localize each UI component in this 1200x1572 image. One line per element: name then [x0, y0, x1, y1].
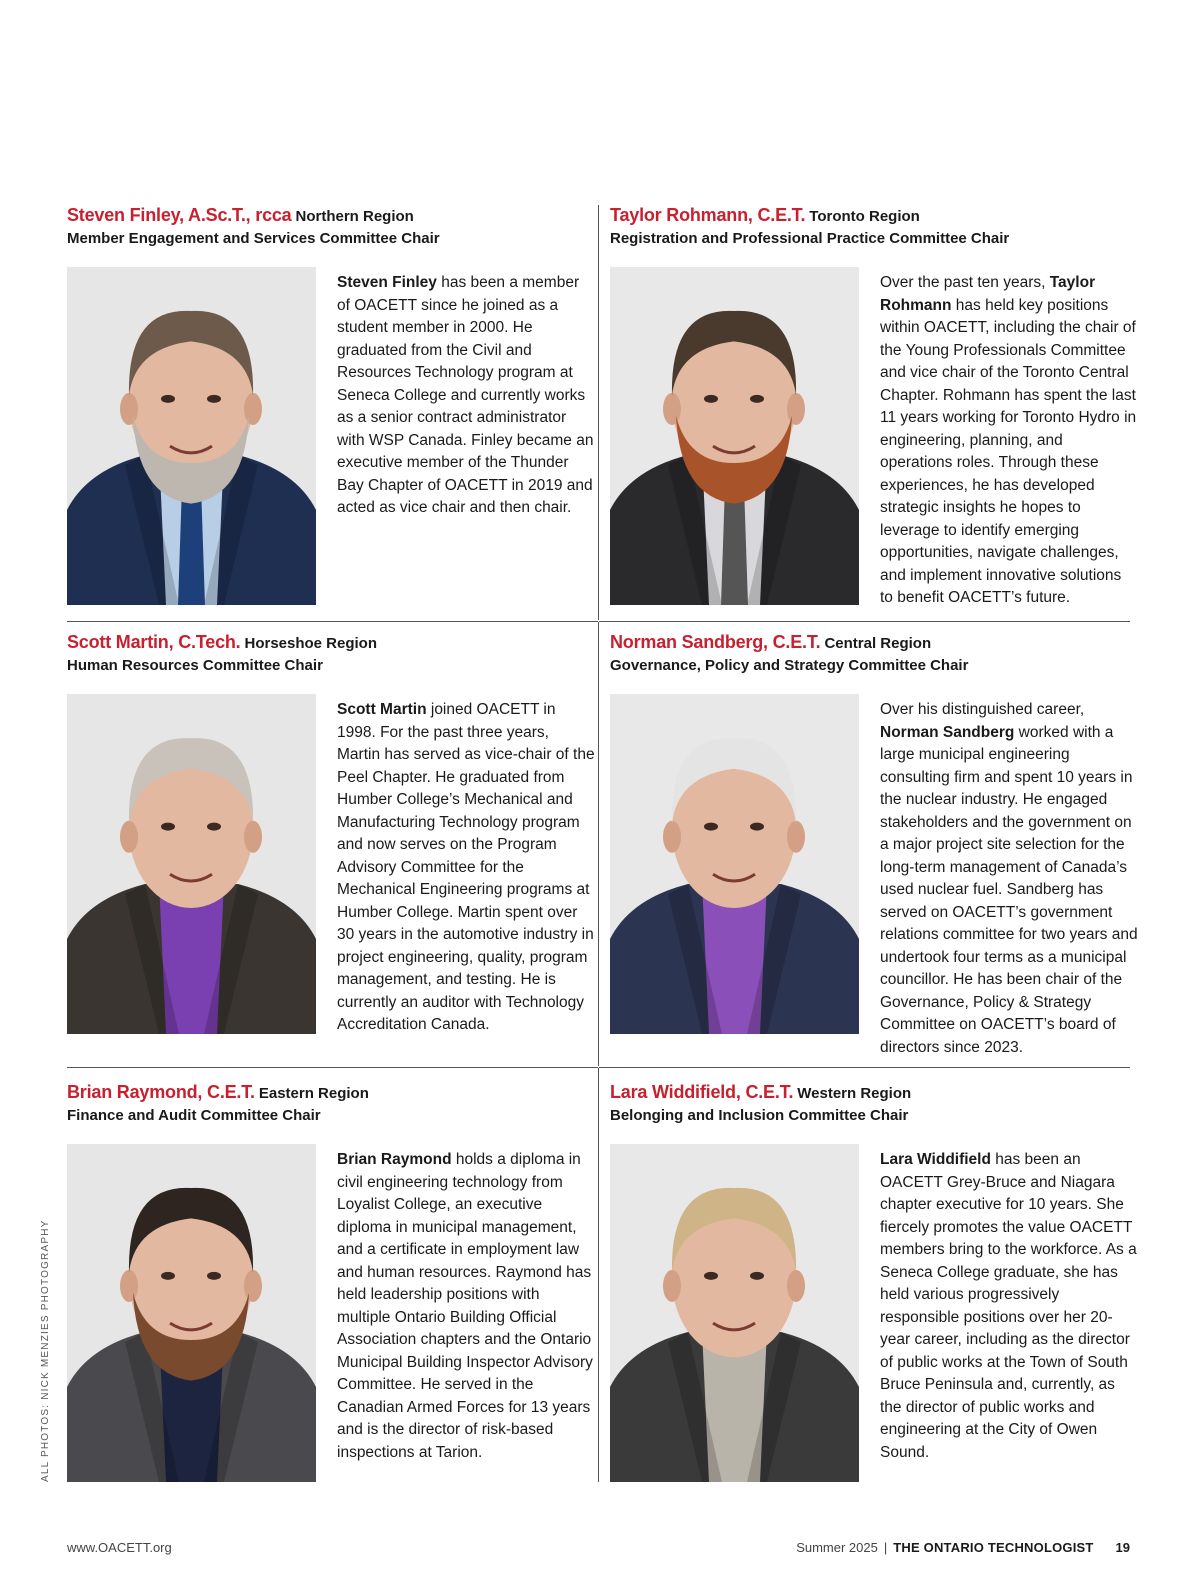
member-heading — [610, 1080, 1130, 1104]
bio-name: Scott Martin — [337, 701, 427, 718]
bio-intro: Over the past ten years, — [880, 274, 1050, 291]
member-region: Western Region — [797, 1085, 912, 1102]
ear-left — [120, 393, 138, 425]
bio-name: Steven Finley — [337, 274, 437, 291]
eye-right — [750, 823, 764, 831]
member-name: Brian Raymond, C.E.T. — [67, 1082, 255, 1102]
member-region: Eastern Region — [258, 1085, 369, 1102]
member-heading — [610, 203, 1130, 227]
footer-publication-line — [796, 1540, 1130, 1555]
member-role: Belonging and Inclusion Committee Chair — [610, 1107, 909, 1124]
member-role: Member Engagement and Services Committee Chair — [67, 230, 440, 247]
ear-left — [663, 393, 681, 425]
bio-text: has held key positions within OACETT, including the chair of the Young Professionals Committee and vice chair of the Toronto Central Chapter. Rohmann has spent the last 11 years working for Toronto Hydro in engineering, planning, and operations roles. Through these experiences, he has developed strategic insights he hopes to leverage to identify emerging opportunities, navigate challenges, and implement innovative solutions to benefit OACETT’s future. — [880, 296, 1137, 606]
portrait-illustration — [610, 694, 859, 1034]
bio-name: Norman Sandberg — [880, 723, 1015, 741]
member-bio — [337, 699, 595, 1037]
member-region: Horseshoe Region — [244, 635, 378, 652]
member-name: Lara Widdifield, C.E.T. — [610, 1082, 794, 1102]
footer-page-number: 19 — [1115, 1540, 1130, 1555]
portrait-illustration — [610, 1144, 859, 1482]
bio-name: Brian Raymond — [337, 1151, 452, 1168]
ear-right — [787, 1270, 805, 1302]
member-photo — [67, 694, 316, 1034]
bio-name: Lara Widdifield — [880, 1151, 991, 1168]
eye-left — [161, 1272, 175, 1280]
eye-left — [704, 395, 718, 403]
member-photo — [610, 1144, 859, 1482]
member-card-raymond — [67, 1080, 593, 1485]
member-region: Toronto Region — [809, 208, 920, 225]
member-card-widdifield — [610, 1080, 1137, 1485]
row-divider-1-left — [67, 621, 598, 622]
ear-right — [244, 821, 262, 853]
member-photo — [67, 1144, 316, 1482]
ear-left — [663, 1270, 681, 1302]
footer-issue: Summer 2025 — [796, 1540, 878, 1555]
ear-right — [244, 393, 262, 425]
footer-website: www.OACETT.org — [67, 1540, 172, 1555]
member-role: Registration and Professional Practice Committee Chair — [610, 230, 1010, 247]
ear-left — [663, 821, 681, 853]
bio-text: joined OACETT in 1998. For the past three years, Martin has served as vice-chair of the Peel Chapter. He graduated from Humber College’s Mechanical and Manufacturing Technology program and now serves on the Program Advisory Committee for the Mechanical Engineering programs at Humber College. Martin spent over 30 years in the automotive industry in project engineering, quality, program management, and testing. He is currently an auditor with Technology Accreditation Canada. — [337, 701, 595, 1033]
row-divider-2-right — [599, 1067, 1130, 1068]
portrait-illustration — [610, 267, 859, 605]
member-region: Central Region — [824, 635, 932, 652]
eye-right — [207, 395, 221, 403]
ear-right — [787, 821, 805, 853]
member-photo — [610, 267, 859, 605]
member-name: Scott Martin, C.Tech. — [67, 632, 241, 652]
photo-credit: ALL PHOTOS: NICK MENZIES PHOTOGRAPHY — [40, 1219, 51, 1482]
member-name: Taylor Rohmann, C.E.T. — [610, 205, 806, 225]
portrait-illustration — [67, 694, 316, 1034]
member-card-rohmann — [610, 203, 1137, 613]
bio-intro: Over his distinguished career, — [880, 701, 1085, 718]
member-role: Human Resources Committee Chair — [67, 657, 323, 674]
eye-left — [704, 823, 718, 831]
member-bio — [880, 699, 1138, 1059]
column-divider-middle — [598, 622, 599, 1066]
bio-text: has been an OACETT Grey-Bruce and Niagara chapter executive for 10 years. She fiercely promotes the value OACETT members bring to the workforce. As a Seneca College graduate, she has held various progressively responsible positions over her 20-year career, including as the director of public works at the Town of South Bruce Peninsula and, currently, as the director of public works and engineering at the City of Owen Sound. — [880, 1151, 1137, 1461]
column-divider-top — [598, 205, 599, 620]
member-bio — [337, 1149, 595, 1464]
footer-separator: | — [883, 1540, 888, 1555]
eye-right — [207, 823, 221, 831]
member-card-martin — [67, 630, 595, 1060]
member-name: Steven Finley, A.Sc.T., rcca — [67, 205, 292, 225]
portrait-illustration — [67, 1144, 316, 1482]
member-photo — [67, 267, 316, 605]
member-photo — [610, 694, 859, 1034]
member-heading — [67, 630, 587, 654]
footer-publication: THE ONTARIO TECHNOLOGIST — [893, 1540, 1094, 1555]
row-divider-2-left — [67, 1067, 598, 1068]
bio-text: worked with a large municipal engineering consulting firm and spent 10 years in the nuclear industry. He engaged stakeholders and the government on a major project site selection for the long-term management of Canada’s used nuclear fuel. Sandberg has served on OACETT’s government relations committee for two years and undertook four terms as a municipal councillor. He has been chair of the Governance, Policy & Strategy Committee on OACETT’s board of directors since 2023. — [880, 723, 1138, 1056]
member-card-sandberg — [610, 630, 1138, 1060]
member-heading — [610, 630, 1130, 654]
eye-left — [161, 823, 175, 831]
row-divider-1-right — [599, 621, 1130, 622]
member-card-finley — [67, 203, 594, 613]
member-heading — [67, 1080, 587, 1104]
member-heading — [67, 203, 587, 227]
ear-left — [120, 821, 138, 853]
member-role: Governance, Policy and Strategy Committee Chair — [610, 657, 969, 674]
ear-left — [120, 1270, 138, 1302]
member-role: Finance and Audit Committee Chair — [67, 1107, 321, 1124]
eye-left — [704, 1272, 718, 1280]
ear-right — [787, 393, 805, 425]
portrait-illustration — [67, 267, 316, 605]
eye-right — [750, 395, 764, 403]
bio-name: Taylor Rohmann — [880, 274, 1096, 314]
member-bio — [337, 272, 595, 520]
column-divider-bottom — [598, 1068, 599, 1482]
eye-left — [161, 395, 175, 403]
member-bio — [880, 1149, 1138, 1464]
member-name: Norman Sandberg, C.E.T. — [610, 632, 821, 652]
member-region: Northern Region — [295, 208, 414, 225]
eye-right — [207, 1272, 221, 1280]
bio-text: holds a diploma in civil engineering technology from Loyalist College, an executive diploma in municipal management, and a certificate in employment law and human resources. Raymond has held leadership positions with multiple Ontario Building Official Association chapters and the Ontario Municipal Building Inspector Advisory Committee. He served in the Canadian Armed Forces for 13 years and is the director of risk-based inspections at Tarion. — [337, 1151, 593, 1461]
eye-right — [750, 1272, 764, 1280]
bio-text: has been a member of OACETT since he joined as a student member in 2000. He graduated from the Civil and Resources Technology program at Seneca College and currently works as a senior contract administrator with WSP Canada. Finley became an executive member of the Thunder Bay Chapter of OACETT in 2019 and acted as vice chair and then chair. — [337, 274, 594, 516]
ear-right — [244, 1270, 262, 1302]
member-bio — [880, 272, 1138, 610]
